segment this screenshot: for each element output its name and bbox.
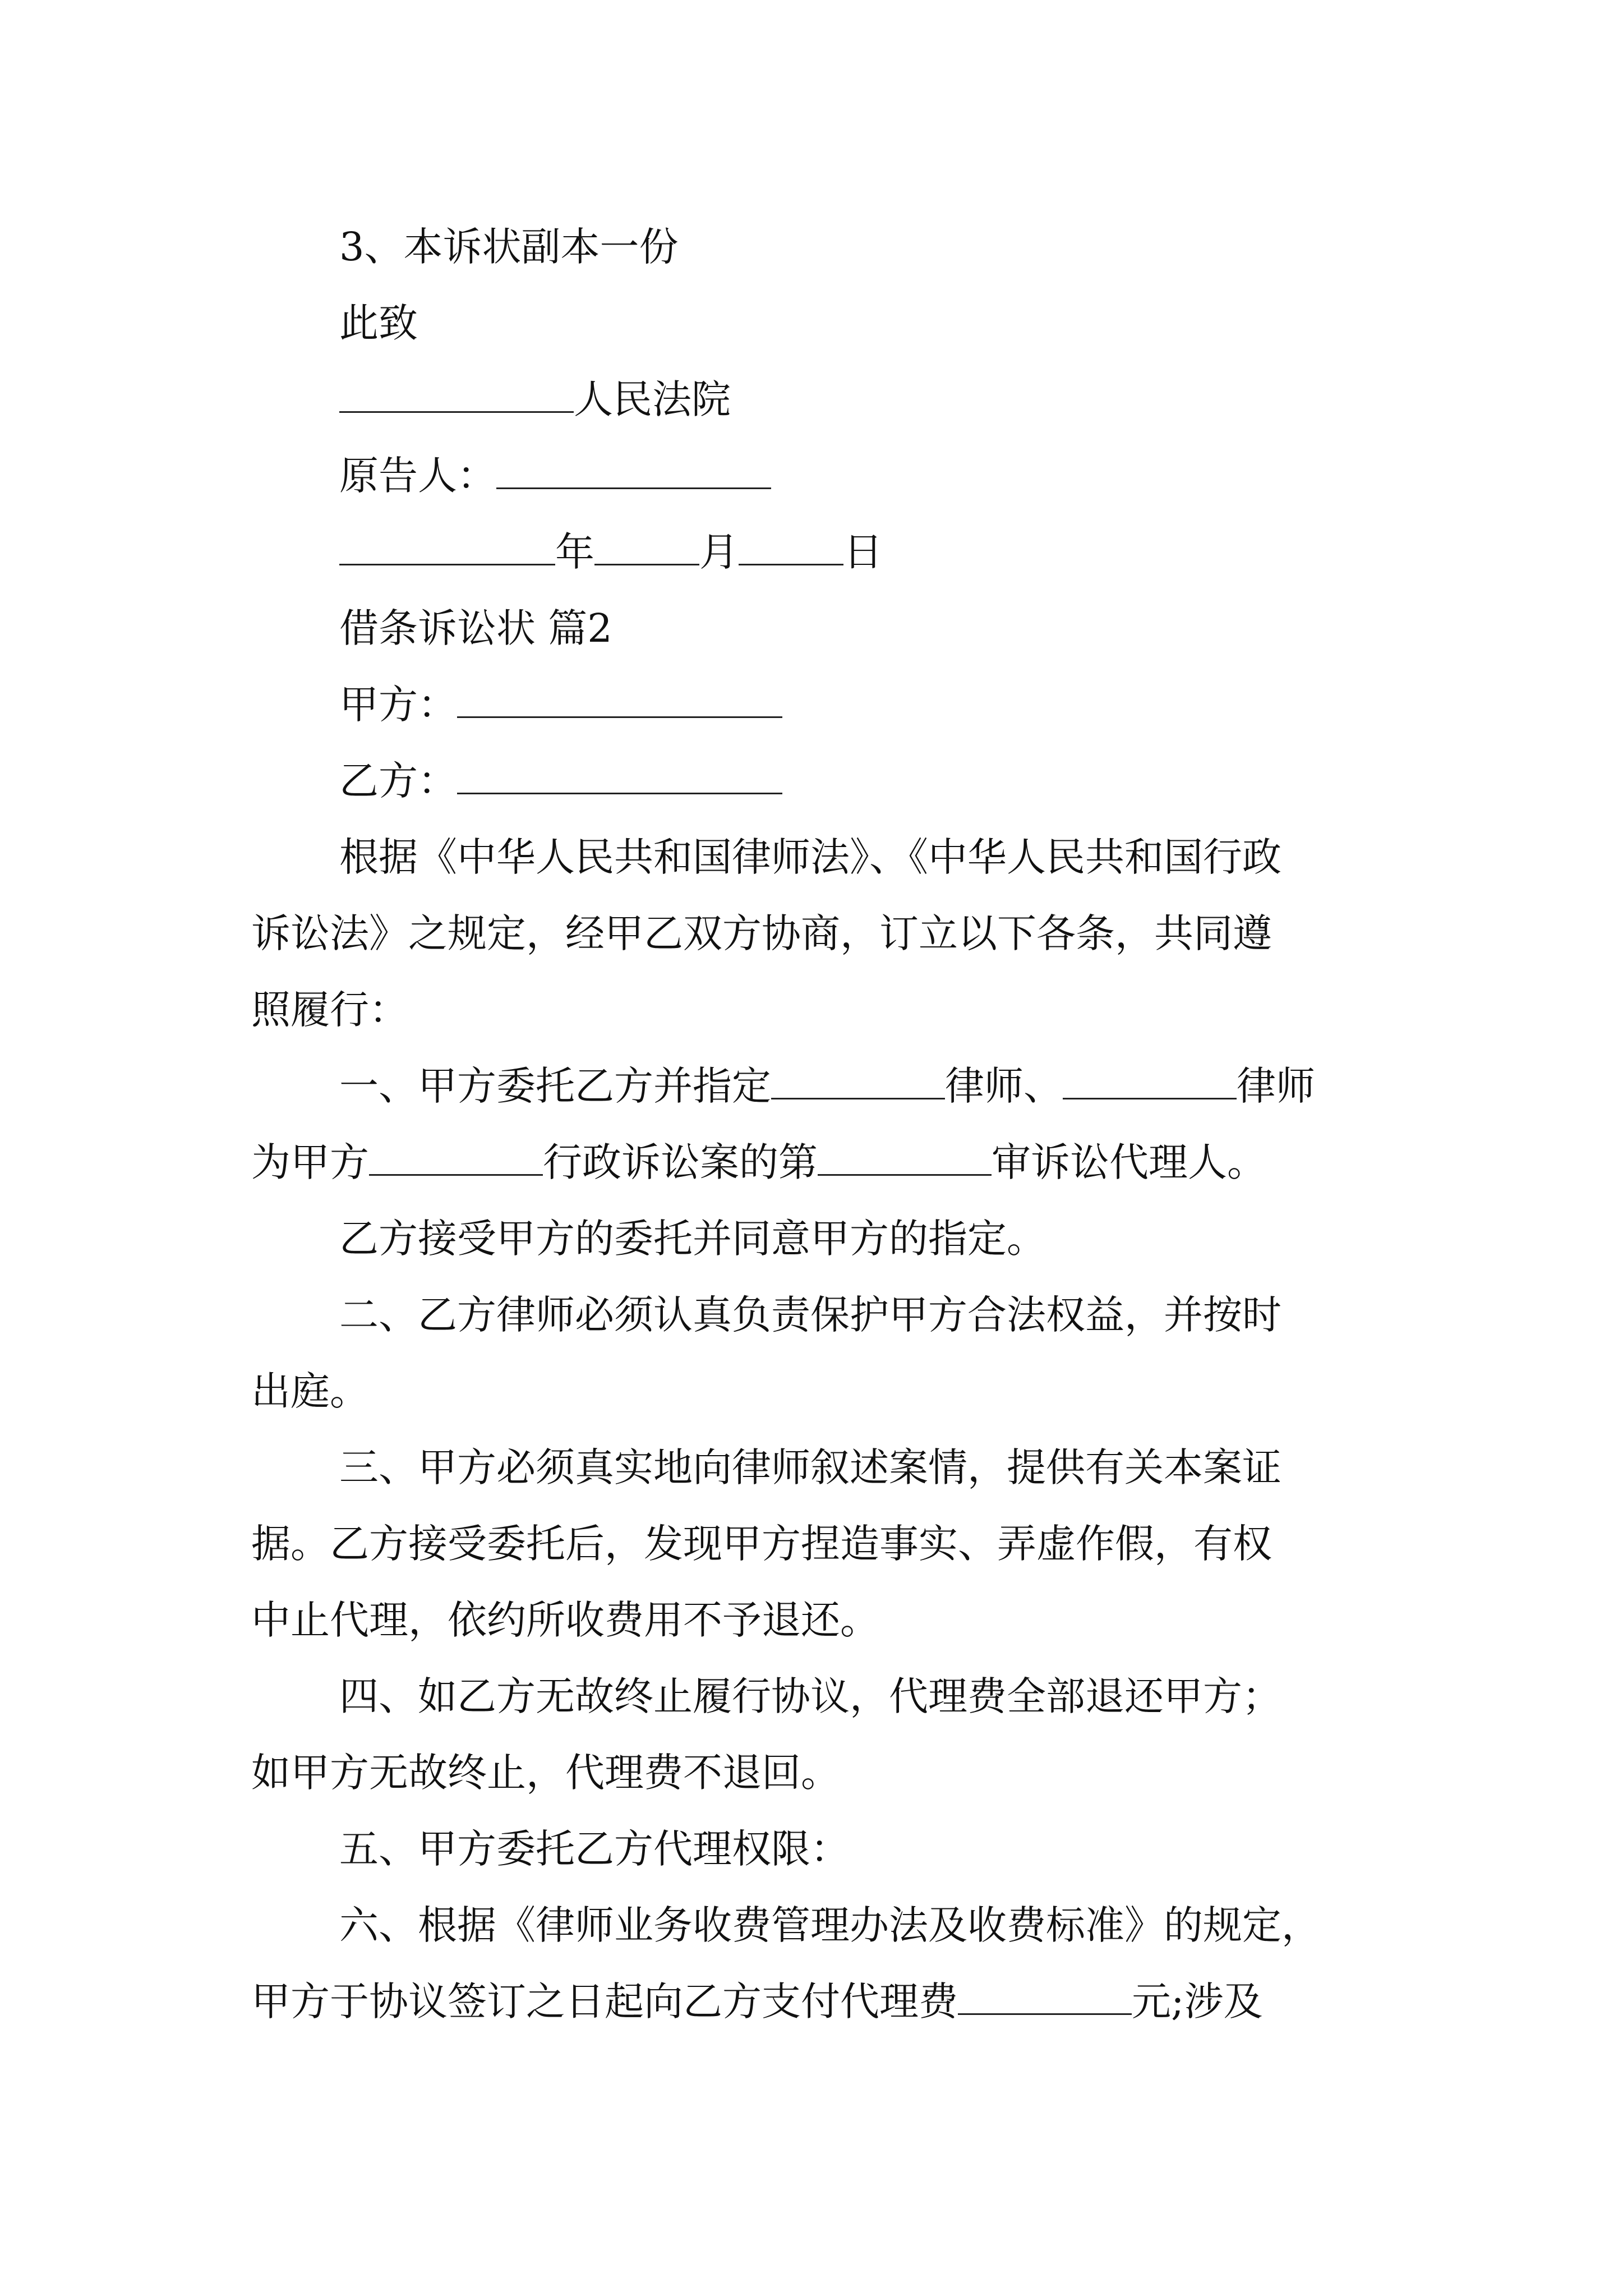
case-blank [369,1174,543,1176]
intro-line-1: 根据《中华人民共和国律师法》、《中华人民共和国行政 [339,834,1281,880]
fee-blank [958,2013,1132,2015]
court-name-blank [339,411,574,413]
item6-line-1: 六、根据《律师业务收费管理办法及收费标准》的规定， [339,1902,1321,1948]
item3-line-2: 据。乙方接受委托后，发现甲方捏造事实、弄虚作假，有权 [251,1521,1272,1567]
accept-line: 乙方接受甲方的委托并同意甲方的指定。 [339,1216,1046,1262]
item3-line-1: 三、甲方必须真实地向律师叙述案情，提供有关本案证 [339,1444,1281,1490]
item2-line-2: 出庭。 [251,1368,369,1414]
party-b-line: 乙方： [251,743,1384,819]
item4-line-1: 四、如乙方无故终止履行协议，代理费全部退还甲方； [339,1673,1281,1719]
plaintiff-blank [496,487,771,489]
year-blank [339,564,555,565]
day-blank [739,564,843,565]
item1-line-1: 一、甲方委托乙方并指定 律师、 律师 [339,1063,1315,1109]
court-line: 人民法院 [251,361,1384,438]
item6-line-2: 甲方于协议签订之日起向乙方支付代理费 元;涉及 [251,1978,1263,2024]
party-a-line: 甲方： [251,666,1384,743]
instance-blank [818,1174,992,1176]
lawyer-1-blank [771,1098,945,1099]
section-title: 借条诉讼状 篇2 [339,605,612,651]
plaintiff-line: 原告人： [251,438,1384,514]
intro-line-3: 照履行： [251,987,408,1033]
attachment-line: 3、本诉状副本一份 [339,224,679,270]
lawyer-2-blank [1063,1098,1237,1099]
item3-line-3: 中止代理，依约所收费用不予退还。 [251,1597,879,1643]
document-body [251,209,1384,2040]
date-line: 年 月 日 [251,514,1384,590]
item2-line-1: 二、乙方律师必须认真负责保护甲方合法权益，并按时 [339,1292,1281,1338]
party-b-blank [457,793,782,794]
closing-line: 此致 [339,300,418,346]
item1-line-2: 为甲方 行政诉讼案的第 审诉讼代理人。 [251,1139,1266,1185]
item4-line-2: 如甲方无故终止，代理费不退回。 [251,1750,840,1796]
intro-line-2: 诉讼法》之规定，经甲乙双方协商，订立以下各条，共同遵 [251,910,1272,956]
item5-line: 五、甲方委托乙方代理权限： [339,1826,850,1872]
party-a-blank [457,716,782,718]
month-blank [594,564,699,565]
